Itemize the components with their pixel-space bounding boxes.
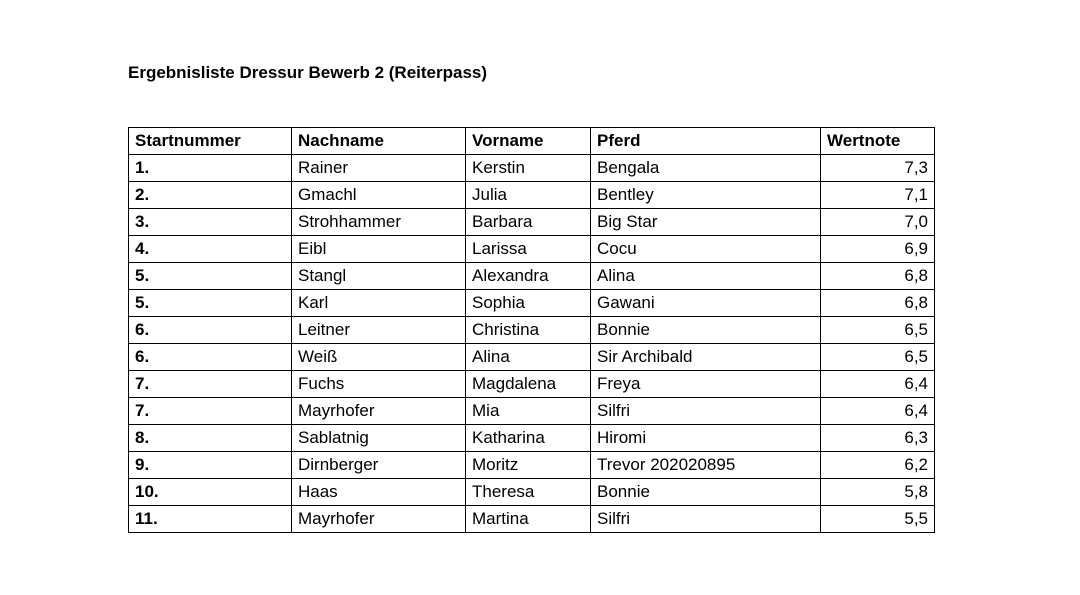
cell-vorname: Alexandra (466, 263, 591, 290)
cell-nachname: Weiß (292, 344, 466, 371)
cell-startnummer: 3. (129, 209, 292, 236)
cell-vorname: Barbara (466, 209, 591, 236)
cell-wertnote: 6,4 (821, 398, 935, 425)
header-startnummer: Startnummer (129, 128, 292, 155)
cell-vorname: Moritz (466, 452, 591, 479)
cell-nachname: Rainer (292, 155, 466, 182)
cell-wertnote: 6,3 (821, 425, 935, 452)
cell-startnummer: 6. (129, 344, 292, 371)
cell-startnummer: 5. (129, 263, 292, 290)
cell-wertnote: 7,0 (821, 209, 935, 236)
cell-wertnote: 5,5 (821, 506, 935, 533)
cell-pferd: Bonnie (591, 317, 821, 344)
table-row (129, 479, 935, 506)
header-nachname: Nachname (292, 128, 466, 155)
cell-wertnote: 6,5 (821, 317, 935, 344)
cell-startnummer: 6. (129, 317, 292, 344)
cell-startnummer: 2. (129, 182, 292, 209)
cell-vorname: Christina (466, 317, 591, 344)
cell-startnummer: 10. (129, 479, 292, 506)
table-row (129, 398, 935, 425)
cell-pferd: Gawani (591, 290, 821, 317)
header-vorname: Vorname (466, 128, 591, 155)
cell-startnummer: 5. (129, 290, 292, 317)
cell-nachname: Mayrhofer (292, 398, 466, 425)
cell-pferd: Alina (591, 263, 821, 290)
cell-pferd: Silfri (591, 398, 821, 425)
cell-pferd: Silfri (591, 506, 821, 533)
cell-vorname: Alina (466, 344, 591, 371)
table-row (129, 506, 935, 533)
cell-startnummer: 9. (129, 452, 292, 479)
table-body (129, 155, 935, 533)
cell-wertnote: 6,8 (821, 263, 935, 290)
cell-vorname: Katharina (466, 425, 591, 452)
cell-vorname: Larissa (466, 236, 591, 263)
cell-wertnote: 6,4 (821, 371, 935, 398)
cell-vorname: Julia (466, 182, 591, 209)
cell-pferd: Bentley (591, 182, 821, 209)
cell-startnummer: 7. (129, 398, 292, 425)
cell-wertnote: 5,8 (821, 479, 935, 506)
cell-startnummer: 1. (129, 155, 292, 182)
cell-wertnote: 6,2 (821, 452, 935, 479)
cell-vorname: Kerstin (466, 155, 591, 182)
cell-startnummer: 11. (129, 506, 292, 533)
table-row (129, 371, 935, 398)
cell-nachname: Fuchs (292, 371, 466, 398)
cell-nachname: Sablatnig (292, 425, 466, 452)
cell-vorname: Sophia (466, 290, 591, 317)
table-row (129, 425, 935, 452)
cell-wertnote: 6,9 (821, 236, 935, 263)
cell-pferd: Hiromi (591, 425, 821, 452)
cell-nachname: Mayrhofer (292, 506, 466, 533)
document-title: Ergebnisliste Dressur Bewerb 2 (Reiterpass) (128, 63, 488, 82)
cell-vorname: Martina (466, 506, 591, 533)
table-row (129, 452, 935, 479)
cell-pferd: Big Star (591, 209, 821, 236)
cell-pferd: Sir Archibald (591, 344, 821, 371)
cell-pferd: Bonnie (591, 479, 821, 506)
table-header-row (129, 128, 935, 155)
cell-nachname: Haas (292, 479, 466, 506)
table-row (129, 236, 935, 263)
header-pferd: Pferd (591, 128, 821, 155)
results-table (128, 127, 935, 533)
cell-wertnote: 6,8 (821, 290, 935, 317)
cell-startnummer: 8. (129, 425, 292, 452)
cell-pferd: Bengala (591, 155, 821, 182)
cell-pferd: Freya (591, 371, 821, 398)
cell-nachname: Leitner (292, 317, 466, 344)
cell-pferd: Cocu (591, 236, 821, 263)
cell-nachname: Dirnberger (292, 452, 466, 479)
cell-nachname: Strohhammer (292, 209, 466, 236)
table-row (129, 344, 935, 371)
cell-vorname: Theresa (466, 479, 591, 506)
cell-startnummer: 7. (129, 371, 292, 398)
cell-wertnote: 6,5 (821, 344, 935, 371)
cell-startnummer: 4. (129, 236, 292, 263)
cell-vorname: Mia (466, 398, 591, 425)
table-row (129, 263, 935, 290)
table-row (129, 155, 935, 182)
table-row (129, 317, 935, 344)
cell-nachname: Stangl (292, 263, 466, 290)
cell-wertnote: 7,3 (821, 155, 935, 182)
table-row (129, 182, 935, 209)
header-wertnote: Wertnote (821, 128, 935, 155)
table-row (129, 290, 935, 317)
cell-nachname: Gmachl (292, 182, 466, 209)
cell-vorname: Magdalena (466, 371, 591, 398)
cell-wertnote: 7,1 (821, 182, 935, 209)
cell-pferd: Trevor 202020895 (591, 452, 821, 479)
table-row (129, 209, 935, 236)
cell-nachname: Eibl (292, 236, 466, 263)
cell-nachname: Karl (292, 290, 466, 317)
